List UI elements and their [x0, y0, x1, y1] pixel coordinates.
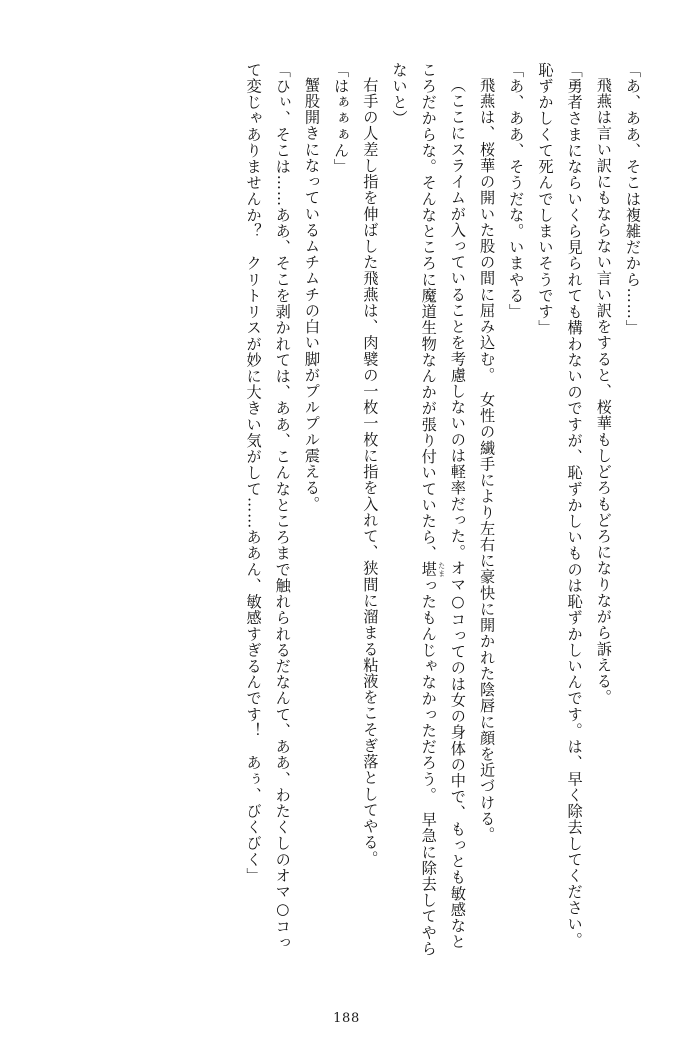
paragraph-5: 飛燕は、桜華の開いた股の間に屈み込む。 女性の繊手により左右に豪快に開かれた陰唇に顔を近づける。	[478, 77, 497, 843]
paragraph-4: 「あ、ああ、そうだな。いまやる」	[507, 62, 526, 320]
paragraph-9: 蟹股開きになっているムチムチの白い脚がプルプル震える。	[302, 77, 321, 513]
paragraph-2: 飛燕は言い訳にもならない言い訳をすると、桜華もしどろもどろになりながら訴える。	[594, 77, 613, 706]
page-number: 188	[333, 1011, 360, 1026]
paragraph-6: （ここにスライムが入っていることを考慮しないのは軽率だった。オマ○コってのは女の身体の中で、もっとも敏感なところだからな。そんなところに魔道生物なんかが張り付いていたら、堪 たまったもんじゃなかっただろう。 早急に除去してやらないと）	[390, 62, 467, 957]
paragraph-3: 「勇者さまにならいくら見られても構わないのですが、恥ずかしいものは恥ずかしいんです。は、早く除去してください。 恥ずかしくて死んでしまいそうです」	[536, 62, 584, 957]
paragraph-8: 「はぁぁぁん」	[332, 62, 351, 175]
paragraph-7: 右手の人差し指を伸ばした飛燕は、肉襞の一枚一枚に指を入れて、狭間に溜まる粘液をこそぎ落としてやる。	[361, 77, 380, 867]
paragraph-1: 「あ、ああ、そこは複雑だから……」	[624, 62, 642, 336]
paragraph-10: 「ひぃ、そこは……ああ、そこを剥かれては、ああ、こんなところまで触れられるだなんて、ああ、わたくしのオマ○コって変じゃありませんか？ クリトリスが妙に大きい気がして……ああん、敏感すぎるんです！ あぅ、びくびく」	[244, 62, 292, 951]
novel-text-body	[46, 62, 647, 962]
ruby-annotation: 堪 たま	[419, 561, 445, 578]
